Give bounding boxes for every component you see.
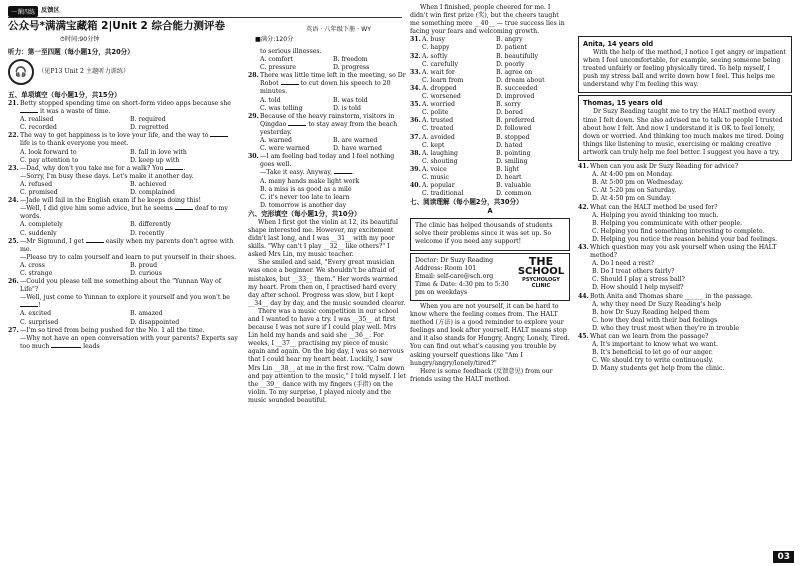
cloze-option-group [410, 150, 570, 166]
answer-option: C. At 5:20 pm on Saturday. [592, 187, 677, 195]
cloze-option: B. angry [496, 36, 523, 44]
cloze-item-number: 35. [410, 101, 421, 109]
cloze-option-group [410, 182, 570, 198]
clinic-logo: THE SCHOOL PSYCHOLOGY CLINIC [517, 254, 565, 289]
clinic-address: Address: Room 101 [415, 264, 477, 272]
answer-option: B. It's beneficial to let go of our anger. [592, 349, 713, 357]
answer-option: A. Do I need a rest? [592, 260, 654, 268]
reading-question [578, 163, 792, 203]
cloze-option: A. dropped [422, 84, 457, 92]
cloze-paragraph-2: She smiled and said, "Every great musician was once a beginner. We shouldn't be afraid of mistakes, but __33__ them." Her words warmed my heart. From then on, I practised hard every day after school. Progress was slow, but I kept __34__ day by day, and the music sounded clearer. [248, 259, 406, 307]
anita-name: Anita, 14 years old [583, 40, 654, 48]
cloze-option: C. happy [422, 44, 450, 52]
cloze-option: C. polite [422, 109, 449, 117]
answer-option: B. At 5:00 pm on Wednesday. [592, 179, 684, 187]
cloze-option: D. smiling [496, 157, 528, 165]
cloze-item-number: 36. [410, 117, 421, 125]
page-title: 公众号*满满宝藏箱 2|Unit 2 综合能力测评卷 [8, 20, 226, 32]
time-limit: ⏱时间:90分钟 [60, 36, 100, 43]
cloze-option: A. voice [422, 165, 447, 173]
answer-option: C. Should I play a stress ball? [592, 276, 685, 284]
cloze-option-group [410, 36, 570, 52]
question-22: 22. The way to get happiness is to love your life, and the way to life is to thank everyone you meet. A. look forward to B. fall in love with C. pay attention to D. keep up with [8, 132, 240, 164]
thomas-feedback [578, 95, 792, 161]
header-badge: 一课四练 [8, 6, 38, 17]
cloze-option: B. succeeded [496, 84, 538, 92]
section-5-heading: 五、单项填空（每小题1分，共15分） [8, 91, 121, 99]
cloze-option: D. hated [496, 141, 523, 149]
passage-a-label: A [487, 207, 493, 216]
answer-option: C. We should try to write continuously. [592, 357, 714, 365]
answer-option: B. Do I treat others fairly? [592, 268, 675, 276]
column-3 [410, 4, 570, 566]
cloze-option: C. carefully [422, 60, 458, 68]
cloze-item-number: 38. [410, 149, 421, 157]
cloze-option: B. stopped [496, 133, 530, 141]
cloze-option-group [410, 101, 570, 117]
cloze-item-number: 40. [410, 182, 421, 190]
cloze-option: D. patient [496, 44, 527, 52]
q27-options: A. comfort B. freedom C. pressure D. progress [260, 56, 370, 72]
cloze-item-number: 37. [410, 133, 421, 141]
cloze-option: A. popular [422, 182, 455, 190]
cloze-option-group [410, 166, 570, 182]
answer-option: D. Helping you notice the reason behind your bad feelings. [592, 235, 778, 243]
answer-option: D. Many students get help from the clinic. [592, 365, 725, 373]
cloze-option: B. sorry [496, 101, 521, 109]
halt-paragraph: When you are not yourself, it can be hard to know where the feeling comes from. The HALT method (方法) is a good reminder to explore your feelings and look after yourself. HALT means stop and it also stands for Hungry, Angry, Lonely, Tired. You can find out what's causing you trouble by asking yourself questions like "Am I hungry/angry/lonely/tired?" [410, 303, 570, 367]
answer-option: C. how they deal with their bad feelings [592, 316, 718, 324]
question-stem: When can you ask Dr Suzy Reading for advice? [590, 163, 739, 171]
reading-questions [578, 163, 792, 373]
question-stem: Both Anita and Thomas share ______ in the passage. [590, 292, 753, 300]
page-number: 03 [773, 551, 794, 563]
clinic-email: Email: self-care@sch.org [415, 272, 494, 280]
question-stem: What can the HALT method be used for? [590, 203, 718, 211]
cloze-option: C. shouting [422, 157, 458, 165]
header-badge2: 反馈区 [41, 7, 60, 15]
clinic-info-box [410, 253, 570, 301]
cloze-item-number: 31. [410, 36, 421, 44]
cloze-option: D. poorly [496, 60, 525, 68]
reading-question [578, 204, 792, 244]
answer-option: A. At 4:00 pm on Monday. [592, 171, 673, 179]
anita-text: With the help of the method, I notice I get angry or impatient when I feel uncomfortable, for example, seeing someone being treated unfairly or feeling physically tired. To help myself, I push my stress ball and write down how I feel. This helps me understand why I'm feeling this way. [583, 49, 786, 89]
cloze-option: A. busy [422, 36, 446, 44]
question-24: 24. —Jade will fail in the English exam if he keeps doing this! —Well, I did give him some advice, but he seems deaf to my words. A. completely B. differently C. suddenly D. recently [8, 197, 228, 237]
thomas-name: Thomas, 15 years old [583, 99, 663, 108]
cloze-option: B. pointing [496, 149, 531, 157]
question-28: 28. There was little time left in the meeting, so Dr Robot to cut down his speech to 20 minutes. A. told B. was told C. was telling D. is told [248, 72, 406, 112]
question-21: 21. Betty stopped spending time on short-form video apps because she it was a waste of time. A. realised B. required C. recorded D. regretted [8, 100, 231, 132]
question-number: 45. [578, 333, 589, 340]
score-icon: ■ [255, 36, 261, 43]
q27-continuation: to serious illnesses. [260, 48, 322, 55]
answer-option: A. Helping you avoid thinking too much. [592, 211, 719, 219]
cloze-option-group [410, 117, 570, 133]
question-25: 25. —Mr Sigmund, I get easily when my parents don't agree with me. —Please try to calm yourself and learn to put yourself in their shoes. A. cross B. proud C. strange D. curious [8, 237, 237, 277]
answer-option: D. How should I help myself? [592, 284, 684, 292]
cloze-option: A. trusted [422, 117, 454, 125]
answer-option: D. At 4:50 pm on Sunday. [592, 195, 672, 203]
cloze-option-group [410, 53, 570, 69]
cloze-options [410, 36, 570, 198]
cloze-option: C. music [422, 173, 449, 181]
answer-option: B. how Dr Suzy Reading helped them [592, 308, 710, 316]
clock-icon: ⏱ [60, 36, 65, 43]
reading-question [578, 293, 792, 333]
cloze-option: C. learn from [422, 76, 464, 84]
cloze-item-number: 33. [410, 68, 421, 76]
cloze-option: B. agree on [496, 68, 533, 76]
cloze-option: C. kept [422, 141, 445, 149]
cloze-paragraph-1: When I first got the violin at 12, its beautiful shape interested me. However, my excitement didn't last long, and I was __31__ with my poor skills. "Why can't I play __32__ like others?" I asked Mrs Lin, my music teacher. [248, 218, 399, 259]
cloze-option: B. preferred [496, 117, 535, 125]
cloze-option: C. traditional [422, 190, 464, 198]
listening-heading: 听力：第一至四题（每小题1分，共20分） [8, 48, 134, 56]
clinic-intro-box: The clinic has helped thousands of students solve their problems since it was set up. So welcome if you need any support! [410, 218, 570, 250]
answer-option: A. why they need Dr Suzy Reading's help [592, 300, 722, 308]
question-number: 44. [578, 292, 589, 300]
cloze-option: D. dream about [496, 76, 545, 84]
feedback-intro: Here is some feedback (反馈意见) from our friends using the HALT method. [410, 367, 553, 383]
cloze-option: D. common [496, 190, 532, 198]
cloze-option: D. bored [496, 109, 523, 117]
section-7-heading: 七、阅读理解（每小题2分，共30分） [410, 198, 523, 207]
headphone-icon: 🎧 [8, 59, 34, 85]
cloze-option: B. light [496, 165, 519, 173]
question-number: 43. [578, 243, 589, 251]
answer-option: A. It's important to know what we want. [592, 341, 718, 349]
anita-feedback [578, 36, 792, 93]
question-30: 30. —I am feeling bad today and I feel nothing goes well. —Take it easy. Anyway, . A. many hands make light work B. a miss is as good as a mile C. it's never too late to learn D. tomorrow is another day [248, 153, 395, 209]
question-number: 42. [578, 203, 589, 211]
question-number: 41. [578, 163, 589, 171]
cloze-option: C. worsened [422, 93, 461, 101]
column-1 [8, 48, 240, 566]
full-score: ■满分:120分 [255, 36, 294, 43]
cloze-option: A. worried [422, 101, 455, 109]
column-2 [248, 48, 406, 566]
cloze-option: D. improved [496, 93, 535, 101]
question-stem: What can we learn from the passage? [590, 333, 709, 340]
cloze-option-group [410, 69, 570, 85]
question-23: 23. —Dad, why don't you take me for a walk? You . —Sorry, I'm busy these days. Let's make it another day. A. refused B. achieved C. promised D. complained [8, 164, 194, 197]
question-stem: Which question may you ask yourself when using the HALT method? [590, 243, 777, 260]
section-6-heading: 六、完形填空（每小题1分，共10分） [248, 209, 361, 218]
cloze-paragraph-4: When I finished, people cheered for me. I didn't win first prize (奖), but the cheers taught me something more __40__ — true success lies in facing your fears and welcoming growth. [410, 4, 565, 36]
cloze-option-group [410, 134, 570, 150]
cloze-option: B. beautifully [496, 52, 538, 60]
answer-option: B. Helping you communicate with other people. [592, 219, 743, 227]
cloze-option: A. avoided [422, 133, 455, 141]
listening-note: （见P13 Unit 2 主题听力训练） [38, 67, 130, 75]
cloze-option: A. softly [422, 52, 448, 60]
clinic-doctor: Doctor: Dr Suzy Reading [415, 256, 494, 264]
question-26: 26. —Could you please tell me something about the "Yunnan Way of Life"? —Well, just come to Yunnan to explore it yourself and you won't be ! A. excited B. amazed C. surprised D. disappointed [8, 278, 230, 326]
cloze-option: B. valuable [496, 182, 531, 190]
cloze-item-number: 32. [410, 52, 421, 60]
answer-option: C. Helping you find something interesting to complete. [592, 227, 765, 235]
cloze-paragraph-3: There was a music competition in our school and I wanted to have a try. I was __35__ at first because I was not sure if I could play well. Mrs Lin held my hands and said she __36__. For weeks, I __37__ practising my piece of music again and again. On the big day, I was so nervous that I could hear my heart beat. Luckily, I saw Mrs Lin __38__ at me in the first row. "Calm down and pay attention to the music," I told myself. I let the __39__ dance with my fingers (手指) on the violin. To my surprise, I played nicely and the music sounded beautiful. [248, 307, 406, 404]
reading-question [578, 244, 792, 293]
clinic-time: Time & Date: 4:30 pm to 5:30 pm on weekdays [415, 280, 509, 296]
cloze-option-group [410, 85, 570, 101]
question-29: 29. Because of the heavy rainstorm, visitors in Qingdao to stay away from the beach yesterday. A. warned B. are warned C. were warned D. have warned [248, 112, 398, 153]
question-27: 27. —I'm so tired from being pushed for the No. 1 all the time. —Why not have an open conversation with your parents? Experts say too much leads [8, 326, 238, 350]
cloze-option: A. wait for [422, 68, 455, 76]
cloze-item-number: 39. [410, 165, 421, 173]
column-4 [578, 34, 792, 566]
cloze-option: C. treated [422, 125, 454, 133]
answer-option: D. who they trust most when they're in trouble [592, 324, 740, 332]
cloze-item-number: 34. [410, 84, 421, 92]
thomas-text: Dr Suzy Reading taught me to try the HALT method every time I felt down. She also advised me to talk to people I trusted about how I felt. And now I understand it is OK to feel lonely, down or worried. And thinking too much makes me tired. Doing things like listening to music, exercising or making creative artwork can truly help me feel better. I suggest you have a try. [583, 108, 784, 156]
cloze-option: D. followed [496, 125, 532, 133]
series-label: 英语 · 八年级下册 · WY [306, 26, 372, 33]
cloze-option: D. heart [496, 173, 522, 181]
reading-question [578, 333, 792, 373]
cloze-option: A. laughing [422, 149, 458, 157]
